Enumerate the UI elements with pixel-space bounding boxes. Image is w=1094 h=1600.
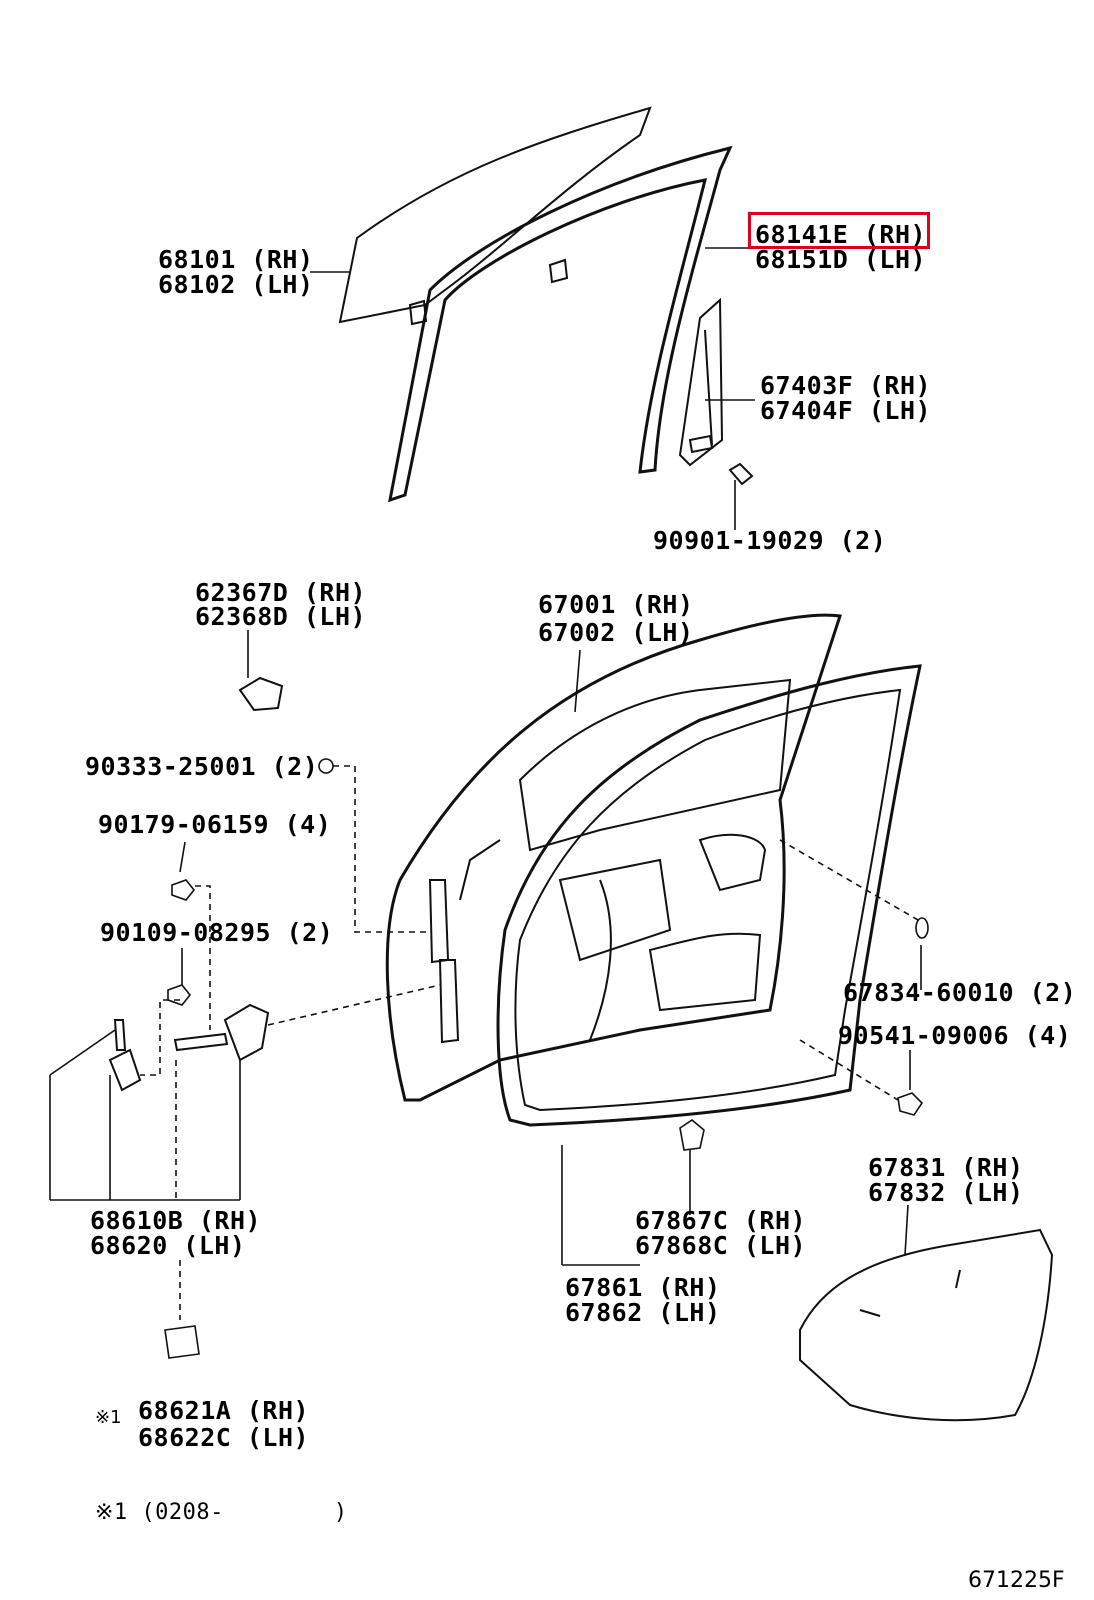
label-rear-channel-lh: 67404F (LH) — [760, 396, 932, 425]
label-door-panel-rh: 67001 (RH) — [538, 590, 694, 619]
run-channel-drawing — [390, 148, 730, 500]
label-weatherstrip-rh: 67861 (RH) — [565, 1273, 721, 1302]
rear-channel-drawing — [680, 300, 752, 484]
label-weatherstrip-lh: 67862 (LH) — [565, 1298, 721, 1327]
label-bolt2: 90109-08295 (2) — [100, 918, 334, 947]
label-clip-rh: 67867C (RH) — [635, 1206, 807, 1235]
footnote-marker: ※1 — [95, 1407, 122, 1428]
weatherstrip-drawing — [498, 666, 920, 1125]
label-hinge-rh: 68610B (RH) — [90, 1206, 262, 1235]
highlight-box — [748, 212, 930, 249]
fasteners-drawing — [165, 759, 928, 1358]
footnote-text: ※1 (0208- ) — [95, 1500, 348, 1525]
label-check-assy-lh: 68622C (LH) — [138, 1423, 310, 1452]
label-grommet: 90541-09006 (4) — [838, 1021, 1072, 1050]
label-check-bracket-lh: 62368D (LH) — [195, 602, 367, 631]
label-plug2: 67834-60010 (2) — [843, 978, 1077, 1007]
label-hinge-lh: 68620 (LH) — [90, 1231, 246, 1260]
label-check-bracket-rh: 62367D (RH) — [195, 578, 367, 607]
hinge-drawing — [110, 1005, 268, 1090]
label-glass-rh: 68101 (RH) — [158, 245, 314, 274]
label-run-channel-rh[interactable]: 68141E (RH) — [755, 220, 927, 249]
label-run-channel-lh: 68151D (LH) — [755, 245, 927, 274]
label-clip-lh: 67868C (LH) — [635, 1231, 807, 1260]
label-check-assy-rh: 68621A (RH) — [138, 1396, 310, 1425]
service-hole-cover-drawing — [800, 1230, 1052, 1420]
label-nut: 90179-06159 (4) — [98, 810, 332, 839]
label-bolt: 90901-19029 (2) — [653, 526, 887, 555]
door-glass-drawing — [340, 108, 650, 324]
label-glass-lh: 68102 (LH) — [158, 270, 314, 299]
label-rear-channel-rh: 67403F (RH) — [760, 371, 932, 400]
label-door-panel-lh: 67002 (LH) — [538, 618, 694, 647]
label-cover-lh: 67832 (LH) — [868, 1178, 1024, 1207]
label-plug: 90333-25001 (2) — [85, 752, 319, 781]
figure-reference: 671225F — [968, 1568, 1065, 1593]
label-cover-rh: 67831 (RH) — [868, 1153, 1024, 1182]
check-bracket-drawing — [240, 678, 282, 710]
door-shell-drawing — [387, 615, 840, 1100]
